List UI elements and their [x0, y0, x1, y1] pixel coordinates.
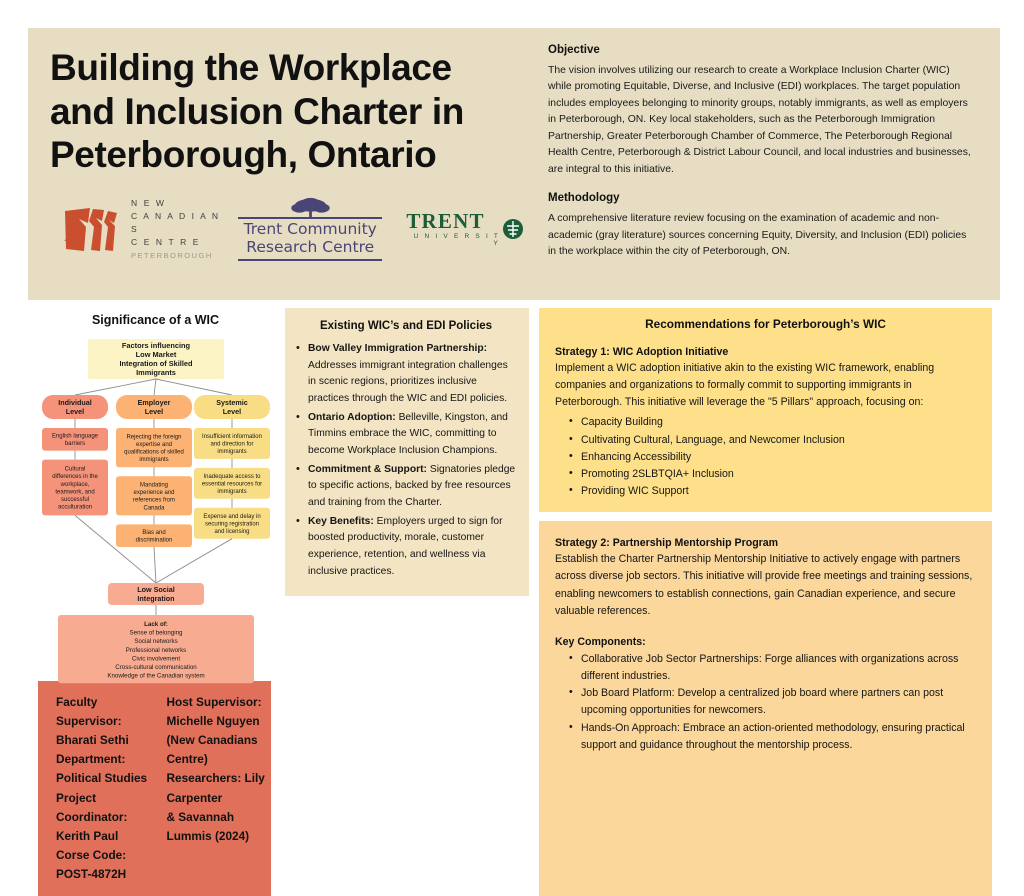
diagram-node-text: Level — [65, 406, 85, 416]
credits-line: Host Supervisor: Michelle Nguyen — [166, 695, 262, 729]
header-left — [28, 28, 540, 300]
list-item-label: Commitment & Support: — [308, 463, 427, 475]
diagram-level-employer — [116, 395, 192, 419]
ncc-line-3: C E N T R E — [131, 237, 201, 248]
ncc-line-1: N E W — [131, 197, 167, 208]
strategy-1-list — [555, 414, 976, 500]
key-components-list — [555, 651, 976, 754]
diagram-node-text: Immigrants — [136, 368, 176, 378]
diagram-node-text: Knowledge of the Canadian system — [107, 672, 205, 680]
poster-body — [28, 300, 1000, 896]
list-item: • Key Benefits: Employers urged to sign for boosted productivity, morale, customer experience, retention, and wellness via inclusive practices. — [295, 514, 517, 581]
credits-line: & Savannah Lummis (2024) — [166, 809, 250, 843]
credits-banner — [38, 681, 271, 896]
logo-row — [50, 197, 524, 261]
diagram-connector — [75, 379, 156, 395]
credits-line: Researchers: Lily Carpenter — [166, 771, 265, 805]
tcrc-rule-bottom — [238, 259, 382, 261]
credits-line: Faculty Supervisor: Bharati Sethi — [56, 695, 129, 748]
diagram-node-text: essential resources for — [201, 481, 263, 488]
diagram-node-text: differences in the — [52, 474, 98, 481]
list-item: • Collaborative Job Sector Partnerships: Forge alliances with organizations across different industries. — [569, 651, 976, 685]
diagram-node-text: Insufficient information — [202, 433, 262, 440]
column-recommendations — [535, 300, 1000, 896]
strategy-1-card — [539, 338, 992, 512]
list-item: • Commitment & Support: Signatories pledge to specific actions, backed by free resources and training from the Charter. — [295, 462, 517, 512]
diagram-node-text: Level — [222, 406, 242, 416]
existing-policies-card — [285, 308, 529, 596]
diagram-node-text: Social networks — [134, 638, 178, 646]
poster-header — [28, 28, 1000, 300]
significance-diagram — [36, 335, 275, 680]
diagram-node-text: securing registration — [204, 521, 260, 528]
ncc-wordmark — [131, 197, 228, 261]
page-title: Building the Workplace and Inclusion Charter in Peterborough, Ontario — [50, 47, 464, 176]
diagram-node-text: Systemic — [216, 398, 248, 408]
list-item: • Cultivating Cultural, Language, and Newcomer Inclusion — [569, 432, 976, 449]
diagram-level-individual — [42, 395, 108, 419]
diagram-item-employer — [116, 524, 192, 547]
ncc-line-2: C A N A D I A N S — [131, 211, 221, 235]
diagram-node-text: Inadequate access to — [203, 473, 261, 480]
tcrc-line-1: Trent Community — [243, 220, 377, 239]
methodology-body: A comprehensive literature review focusing on the examination of academic and non-academic (gray literature) sources concerning Equity, Diversity, and Inclusion (EDI) policies in the workplace within the city of Peterborough, ON. — [548, 213, 967, 257]
credits-line: Project Coordinator: Kerith Paul — [56, 790, 128, 843]
credits-right — [161, 693, 272, 884]
diagram-item-systemic — [194, 508, 270, 539]
diagram-node-text: Low Market — [135, 350, 177, 360]
list-item-label: Key Benefits: — [308, 515, 374, 527]
tree-icon — [283, 197, 338, 219]
diagram-node-text: Expense and delay in — [203, 513, 261, 520]
tcrc-line-2: Research Centre — [246, 238, 375, 257]
diagram-node-text: Professional networks — [125, 646, 187, 654]
diagram-node-text: Integration of Skilled — [119, 359, 193, 369]
credits-line: Corse Code: POST-4872H — [56, 847, 127, 881]
diagram-item-systemic — [194, 468, 270, 499]
new-canadians-centre-logo — [62, 197, 228, 261]
strategy-divider — [539, 512, 992, 521]
diagram-outcome-node — [108, 583, 204, 605]
header-right — [540, 28, 1000, 300]
strategy-2-card — [539, 521, 992, 896]
diagram-node-text: experience and — [133, 490, 175, 497]
list-item: • Capacity Building — [569, 414, 976, 431]
diagram-node-text: Lack of: — [144, 621, 168, 628]
existing-policies-list — [295, 341, 517, 580]
poster-root — [28, 28, 1000, 881]
credits-left — [56, 693, 161, 884]
column-diagram — [28, 300, 281, 896]
diagram-node-text: Low Social — [137, 585, 175, 595]
diagram-node-text: Civic involvement — [131, 655, 181, 663]
diagram-node-text: Cultural — [64, 466, 86, 473]
diagram-node-text: Integration — [137, 593, 175, 603]
ncc-faces-icon — [62, 205, 124, 253]
list-item: • Promoting 2SLBTQIA+ Inclusion — [569, 466, 976, 483]
list-item-label: Ontario Adoption: — [308, 411, 396, 423]
key-components-title: Key Components: — [555, 635, 646, 648]
objective-heading: Objective — [548, 44, 600, 56]
list-item-label: Bow Valley Immigration Partnership: — [308, 343, 488, 354]
diagram-title: Significance of a WIC — [91, 313, 220, 327]
trent-subwordmark: U N I V E R S I T Y — [413, 233, 501, 248]
ncc-line-4: PETERBOROUGH — [131, 250, 213, 260]
diagram-node-text: immigrants — [217, 449, 247, 456]
diagram-item-individual — [42, 460, 108, 516]
diagram-node-text: immigrants — [217, 489, 247, 496]
list-item: • Bow Valley Immigration Partnership: Addresses immigrant integration challenges in scenic regions, prioritizes inclusive practices through the WIC and EDI policies. — [295, 341, 517, 408]
diagram-node-text: Employer — [137, 398, 171, 408]
diagram-connector — [156, 379, 232, 395]
diagram-lack-of-node — [58, 615, 254, 683]
diagram-canvas — [36, 335, 276, 680]
diagram-node-text: Level — [144, 406, 164, 416]
diagram-node-text: Mandating — [139, 482, 169, 489]
objective-body: The vision involves utilizing our research to create a Workplace Inclusion Charter (WIC) while promoting Equitable, Diverse, and Inclusive (EDI) workplaces. The target population includes employees belonging to minority groups, notably immigrants, as well as employers in Peterborough, ON. Key local stakeholders, such as the Peterborough Immigration Partnership, Greater Peterborough Chamber of Commerce, The Peterborough Regional Health Centre, Peterborough & District Labour Council, and local industries and businesses, are integral to this initiative. — [548, 65, 971, 175]
diagram-node-text: references from — [132, 497, 176, 504]
diagram-item-systemic — [194, 428, 270, 459]
strategy-2-title: Strategy 2: Partnership Mentorship Program — [555, 537, 779, 550]
credits-line: Department: Political Studies — [56, 752, 148, 786]
strategy-1-title: Strategy 1: WIC Adoption Initiative — [555, 346, 729, 358]
diagram-node-text: qualifications of skilled — [124, 449, 184, 456]
diagram-node-text: expertise and — [135, 441, 173, 448]
diagram-root-node — [88, 339, 224, 379]
trent-wordmark: TRENT — [406, 209, 485, 234]
list-item: • Enhancing Accessibility — [569, 449, 976, 466]
diagram-node-text: barriers — [64, 441, 86, 448]
trent-university-logo — [406, 211, 524, 247]
diagram-connector — [154, 547, 156, 583]
diagram-node-text: successful — [60, 497, 90, 503]
diagram-node-text: Cross-cultural communication — [115, 664, 197, 671]
diagram-item-employer — [116, 428, 192, 467]
list-item: • Providing WIC Support — [569, 483, 976, 500]
diagram-node-text: Individual — [58, 398, 92, 408]
methodology-heading: Methodology — [548, 192, 620, 205]
diagram-level-systemic — [194, 395, 270, 419]
diagram-node-text: discrimination — [135, 537, 173, 544]
diagram-node-text: Rejecting the foreign — [126, 434, 182, 441]
column-existing-policies — [281, 300, 535, 896]
diagram-item-individual — [42, 428, 108, 451]
strategy-1-body: Implement a WIC adoption initiative akin to the existing WIC framework, enabling companies and organizations to formally commit to supporting immigrants in Peterborough. This initiative will leverage the "5 Pillars" approach, focusing on: — [555, 362, 935, 409]
diagram-node-text: and licensing — [214, 528, 250, 535]
existing-policies-title: Existing WIC’s and EDI Policies — [319, 320, 493, 332]
diagram-node-text: English language — [51, 433, 99, 440]
tcrc-wordmark — [244, 219, 377, 259]
diagram-node-text: Canada — [143, 505, 165, 512]
diagram-node-text: Sense of belonging — [129, 629, 183, 637]
credits-line: (New Canadians Centre) — [166, 733, 258, 767]
list-item: • Hands-On Approach: Embrace an action-oriented methodology, ensuring practical support and guidance throughout the mentorship process. — [569, 720, 976, 754]
diagram-node-text: Factors influencing — [121, 341, 191, 351]
diagram-connector — [154, 379, 156, 395]
list-item: • Job Board Platform: Develop a centralized job board where partners can post upcoming opportunities for newcomers. — [569, 685, 976, 719]
trent-crest-icon — [502, 218, 524, 240]
diagram-item-employer — [116, 476, 192, 515]
trent-community-research-centre-logo — [238, 197, 382, 261]
diagram-node-text: Bias and — [142, 530, 166, 536]
diagram-node-text: and direction for — [210, 441, 254, 448]
diagram-node-text: immigrants — [139, 457, 169, 464]
strategy-2-body: Establish the Charter Partnership Mentorship Initiative to actively engage with partners across diverse job sectors. This initiative will provide free meetings and training sessions, enabling newcomers to establish connections, gain Canadian experience, and secure valuable references. — [555, 553, 973, 617]
diagram-node-text: acculturation — [57, 504, 93, 511]
diagram-node-text: workplace, — [60, 481, 90, 488]
recommendations-title: Recommendations for Peterborough’s WIC — [539, 308, 992, 338]
list-item: • Ontario Adoption: Belleville, Kingston, and Timmins embrace the WIC, committing to become Workplace Inclusion Champions. — [295, 410, 517, 460]
diagram-node-text: teamwork, and — [55, 489, 95, 496]
